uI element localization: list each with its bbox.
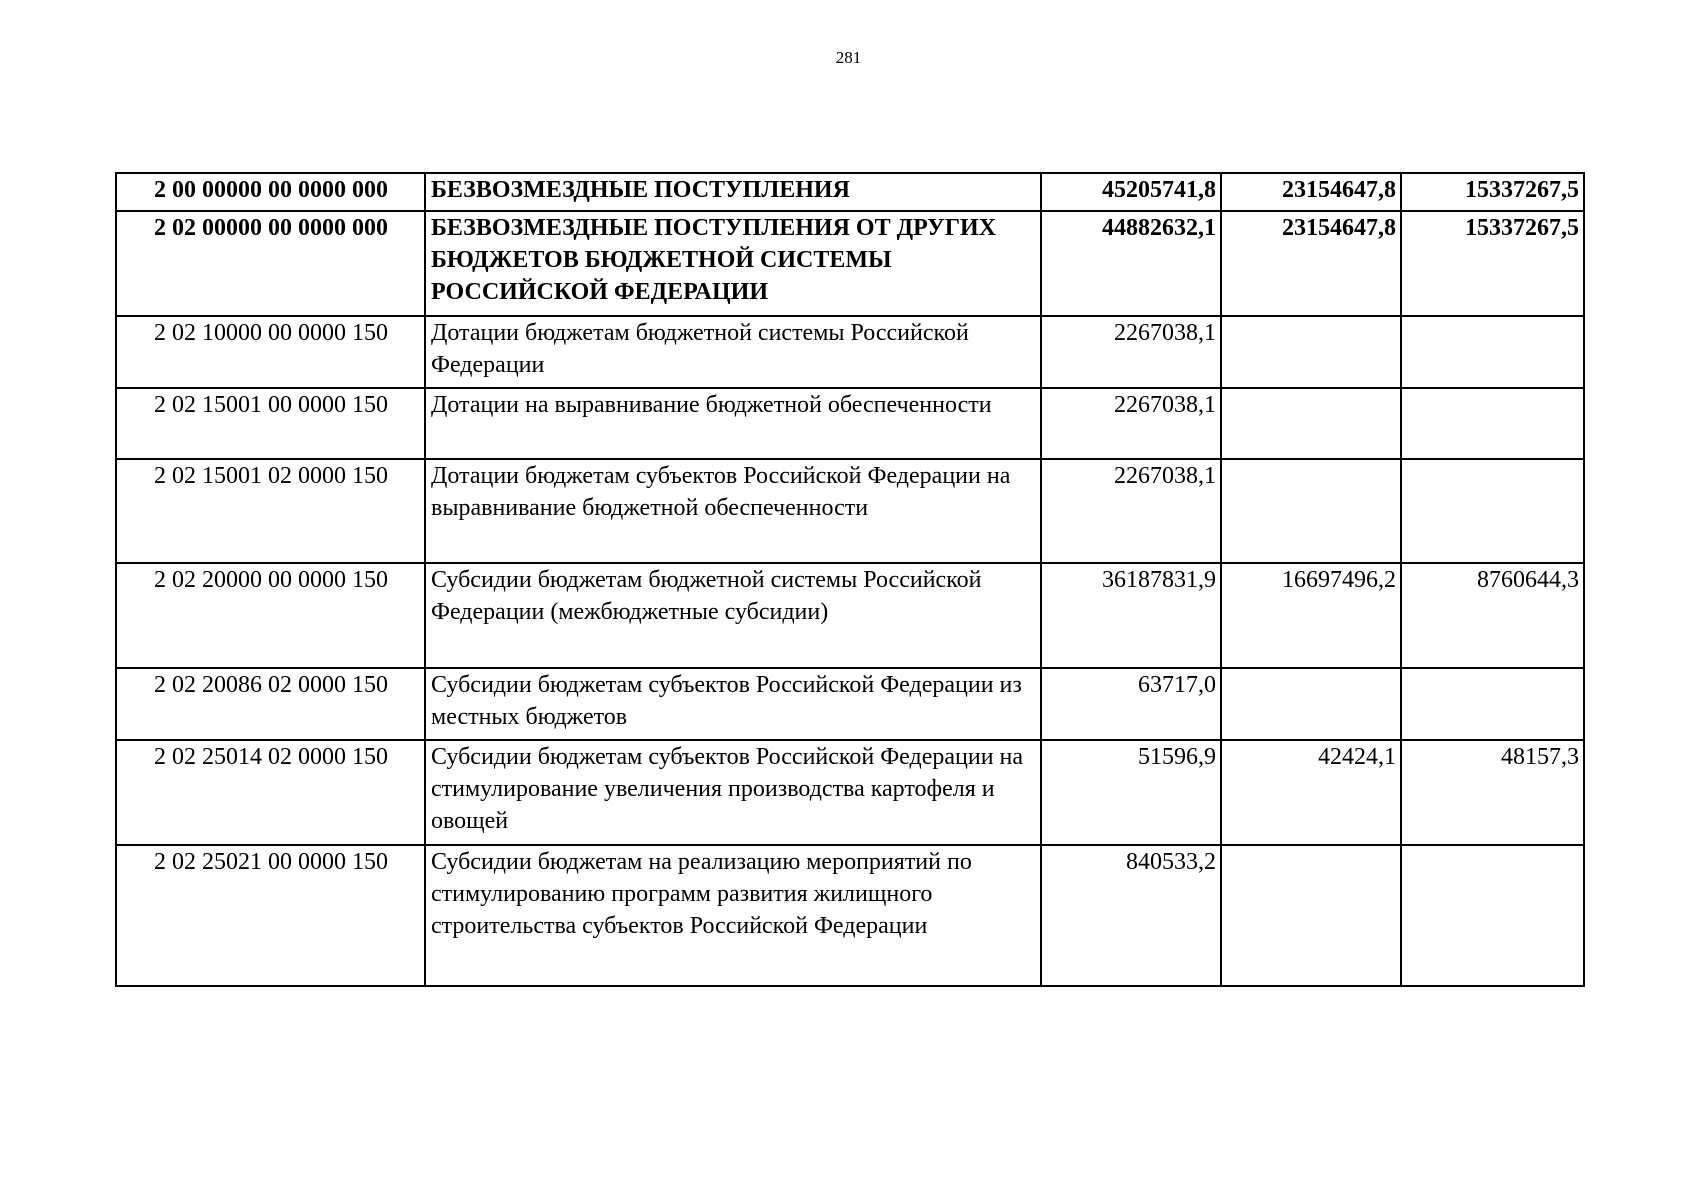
row-value-3: 15337267,5 bbox=[1401, 173, 1584, 211]
table-row bbox=[116, 845, 1584, 986]
table-row bbox=[116, 459, 1584, 563]
row-value-1: 44882632,1 bbox=[1041, 211, 1221, 316]
row-value-2: 42424,1 bbox=[1221, 740, 1401, 845]
row-value-2 bbox=[1221, 388, 1401, 459]
row-code: 2 00 00000 00 0000 000 bbox=[116, 173, 425, 211]
table-row bbox=[116, 211, 1584, 316]
row-code: 2 02 25021 00 0000 150 bbox=[116, 845, 425, 986]
row-value-3 bbox=[1401, 459, 1584, 563]
row-name: Дотации бюджетам субъектов Российской Федерации на выравнивание бюджетной обеспеченности bbox=[425, 459, 1041, 563]
row-name: Субсидии бюджетам на реализацию мероприятий по стимулированию программ развития жилищного строительства субъектов Российской Федерации bbox=[425, 845, 1041, 986]
row-value-2 bbox=[1221, 316, 1401, 388]
table-row bbox=[116, 563, 1584, 668]
table-row bbox=[116, 668, 1584, 740]
row-value-1: 51596,9 bbox=[1041, 740, 1221, 845]
budget-table bbox=[115, 172, 1585, 987]
row-name: БЕЗВОЗМЕЗДНЫЕ ПОСТУПЛЕНИЯ ОТ ДРУГИХ БЮДЖЕТОВ БЮДЖЕТНОЙ СИСТЕМЫ РОССИЙСКОЙ ФЕДЕРАЦИИ bbox=[425, 211, 1041, 316]
row-value-2 bbox=[1221, 668, 1401, 740]
page-number: 281 bbox=[835, 48, 862, 67]
row-value-2: 23154647,8 bbox=[1221, 173, 1401, 211]
row-code: 2 02 00000 00 0000 000 bbox=[116, 211, 425, 316]
row-value-3: 15337267,5 bbox=[1401, 211, 1584, 316]
table-row bbox=[116, 173, 1584, 211]
row-code: 2 02 25014 02 0000 150 bbox=[116, 740, 425, 845]
row-value-1: 2267038,1 bbox=[1041, 459, 1221, 563]
row-value-1: 840533,2 bbox=[1041, 845, 1221, 986]
row-value-3: 8760644,3 bbox=[1401, 563, 1584, 668]
table-row bbox=[116, 740, 1584, 845]
row-value-3 bbox=[1401, 668, 1584, 740]
row-name: Субсидии бюджетам субъектов Российской Федерации из местных бюджетов bbox=[425, 668, 1041, 740]
row-name: БЕЗВОЗМЕЗДНЫЕ ПОСТУПЛЕНИЯ bbox=[425, 173, 1041, 211]
row-value-2 bbox=[1221, 459, 1401, 563]
row-value-3: 48157,3 bbox=[1401, 740, 1584, 845]
row-value-3 bbox=[1401, 845, 1584, 986]
row-value-3 bbox=[1401, 388, 1584, 459]
row-value-2: 23154647,8 bbox=[1221, 211, 1401, 316]
row-value-1: 2267038,1 bbox=[1041, 388, 1221, 459]
table-row bbox=[116, 316, 1584, 388]
row-code: 2 02 15001 02 0000 150 bbox=[116, 459, 425, 563]
row-value-2 bbox=[1221, 845, 1401, 986]
row-code: 2 02 10000 00 0000 150 bbox=[116, 316, 425, 388]
row-value-2: 16697496,2 bbox=[1221, 563, 1401, 668]
row-value-1: 36187831,9 bbox=[1041, 563, 1221, 668]
table-row bbox=[116, 388, 1584, 459]
row-name: Дотации бюджетам бюджетной системы Российской Федерации bbox=[425, 316, 1041, 388]
row-name: Субсидии бюджетам субъектов Российской Федерации на стимулирование увеличения производства картофеля и овощей bbox=[425, 740, 1041, 845]
row-value-1: 2267038,1 bbox=[1041, 316, 1221, 388]
row-value-1: 63717,0 bbox=[1041, 668, 1221, 740]
row-value-3 bbox=[1401, 316, 1584, 388]
row-code: 2 02 20086 02 0000 150 bbox=[116, 668, 425, 740]
row-code: 2 02 15001 00 0000 150 bbox=[116, 388, 425, 459]
row-name: Субсидии бюджетам бюджетной системы Российской Федерации (межбюджетные субсидии) bbox=[425, 563, 1041, 668]
row-value-1: 45205741,8 bbox=[1041, 173, 1221, 211]
row-name: Дотации на выравнивание бюджетной обеспеченности bbox=[425, 388, 1041, 459]
row-code: 2 02 20000 00 0000 150 bbox=[116, 563, 425, 668]
